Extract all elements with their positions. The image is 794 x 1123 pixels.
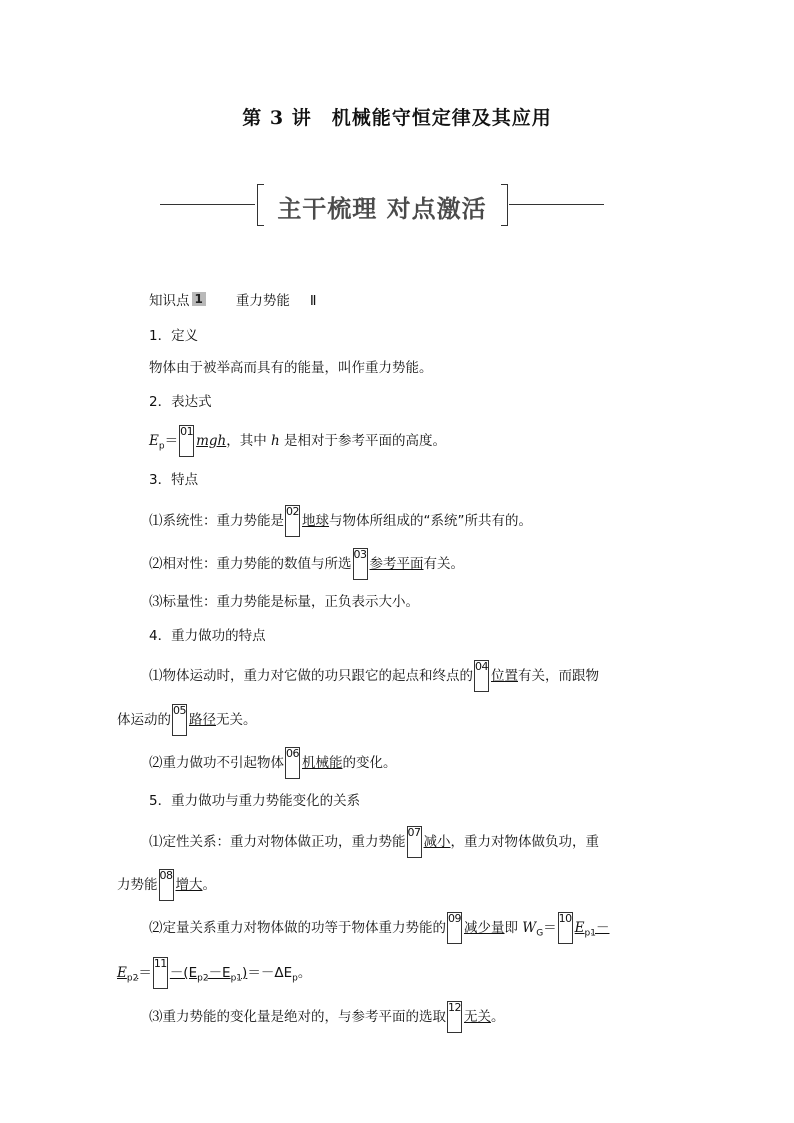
- answer-box-07: 07: [407, 826, 422, 858]
- answer-box-03: 03: [353, 548, 368, 580]
- banner-left-rule: [160, 204, 255, 205]
- banner-right-bracket: [501, 184, 508, 226]
- s3-item-2: ⑵相对性：重力势能的数值与所选 03 参考平面有关。: [149, 548, 464, 580]
- page-title: 第 3 讲 机械能守恒定律及其应用: [242, 107, 552, 129]
- answer-box-10: 10: [558, 912, 573, 944]
- s4-item-2: ⑵重力做功不引起物体 06 机械能的变化。: [149, 747, 397, 779]
- answer-box-08: 08: [159, 869, 174, 901]
- kp-level: Ⅱ: [309, 293, 317, 309]
- s2-formula-line: $E_p=$ 01 mgh，其中 h 是相对于参考平面的高度。: [149, 425, 446, 457]
- s5-item-2-cont: $E_{p2}=$ 11 $-(E_{p2}-E_{p1})=-\Delta E_p$。: [117, 957, 311, 989]
- answer-box-11: 11: [153, 957, 168, 989]
- kp-topic: 重力势能: [235, 293, 290, 309]
- answer-box-02: 02: [285, 505, 300, 537]
- s5-item-1: ⑴定性关系：重力对物体做正功，重力势能 07 减小，重力对物体做负功，重: [149, 826, 599, 858]
- answer-10: $E_{p1}-$: [574, 920, 610, 939]
- kp-number-badge: 1: [192, 292, 206, 306]
- answer-box-12: 12: [447, 1001, 462, 1033]
- answer-01: mgh: [196, 433, 227, 449]
- answer-box-05: 05: [172, 704, 187, 736]
- s3-item-1: ⑴系统性：重力势能是 02 地球与物体所组成的“系统”所共有的。: [149, 505, 532, 537]
- s1-body: 物体由于被举高而具有的能量，叫作重力势能。: [149, 360, 433, 376]
- answer-07: 减小: [423, 834, 451, 850]
- s5-item-2: ⑵定量关系重力对物体做的功等于物体重力势能的 09 减少量即 $W_G=$ 10 $E_{p1}-$: [149, 912, 609, 944]
- section-banner: [160, 182, 604, 228]
- s4-heading: 4．重力做功的特点: [149, 628, 266, 644]
- s3-heading: 3．特点: [149, 472, 199, 488]
- answer-08: 增大: [175, 877, 203, 893]
- s2-heading: 2．表达式: [149, 394, 212, 410]
- answer-09: 减少量: [464, 920, 505, 936]
- answer-12: 无关: [464, 1009, 491, 1025]
- answer-box-09: 09: [447, 912, 462, 944]
- s3-item-3: ⑶标量性：重力势能是标量，正负表示大小。: [149, 594, 419, 610]
- s5-item-3: ⑶重力势能的变化量是绝对的，与参考平面的选取 12 无关。: [149, 1001, 505, 1033]
- s4-item-1: ⑴物体运动时，重力对它做的功只跟它的起点和终点的 04 位置有关，而跟物: [149, 660, 599, 692]
- banner-right-rule: [509, 204, 604, 205]
- answer-04: 位置: [491, 668, 518, 684]
- answer-05: 路径: [189, 712, 216, 728]
- knowledge-point-heading: [149, 289, 317, 309]
- answer-03: 参考平面: [369, 556, 424, 572]
- s4-item-1-cont: 体运动的 05 路径无关。: [117, 704, 257, 736]
- kp-label: 知识点: [149, 293, 190, 309]
- s5-item-1-cont: 力势能 08 增大。: [117, 869, 216, 901]
- s1-heading: 1．定义: [149, 328, 199, 344]
- answer-box-06: 06: [285, 747, 300, 779]
- answer-box-04: 04: [474, 660, 489, 692]
- answer-06: 机械能: [302, 755, 343, 771]
- answer-02: 地球: [302, 513, 329, 529]
- banner-title: 主干梳理 对点激活: [277, 194, 487, 223]
- s5-heading: 5．重力做功与重力势能变化的关系: [149, 793, 361, 809]
- answer-11: $-(E_{p2}-E_{p1})$: [169, 965, 248, 984]
- banner-left-bracket: [257, 184, 264, 226]
- answer-10-cont: $E_{p2}$: [117, 965, 139, 984]
- answer-box-01: 01: [179, 425, 194, 457]
